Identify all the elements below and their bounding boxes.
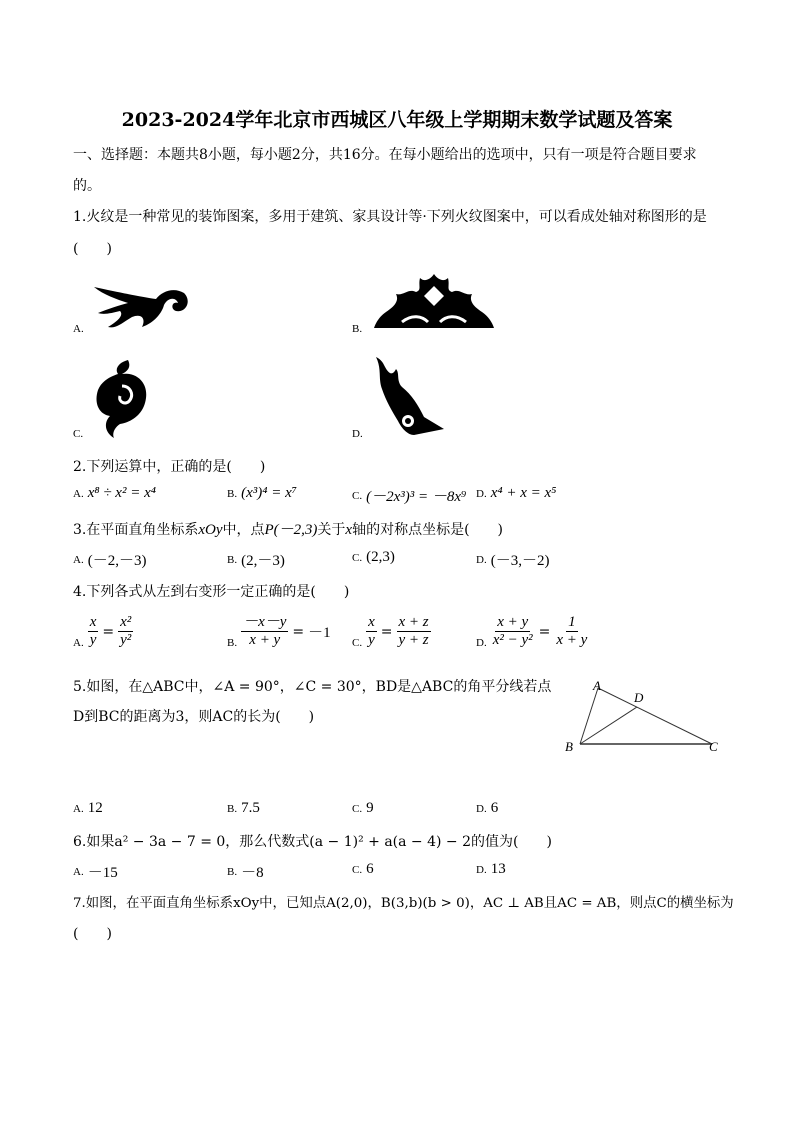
question-2-stem: 2.下列运算中，正确的是( ) [73, 459, 266, 475]
equals: = [538, 623, 551, 640]
q4-option-d [476, 614, 589, 649]
q4-option-a [73, 614, 133, 649]
fraction-left [241, 614, 288, 649]
vertex-label-b: B [565, 739, 573, 754]
stem-text: 轴的对称点坐标是( ) [352, 522, 504, 538]
triangle-abc-figure [560, 676, 730, 758]
option-expr: 9 [366, 800, 374, 816]
stem-text: 3.在平面直角坐标系 [73, 522, 199, 538]
numerator: －x－y [243, 614, 287, 630]
numerator: x [368, 614, 375, 630]
numerator: x [89, 614, 97, 630]
fire-pattern-b-image [372, 272, 496, 332]
math-text: xOy [198, 522, 223, 538]
math-text: P(－2,3) [264, 522, 318, 538]
question-7-stem: 7.如图，在平面直角坐标系xOy中，已知点A(2,0)，B(3,b)(b > 0)，AC ⊥ AB且AC = AB，则点C的横坐标为 [73, 896, 734, 911]
option-expr: 7.5 [241, 800, 260, 816]
vertex-label-a: A [593, 678, 601, 693]
vertex-label-c: C [709, 739, 718, 754]
fraction-left [88, 614, 99, 649]
option-expr: x⁴ + x = x⁵ [490, 485, 557, 501]
option-expr: (－2x³)³ = －8x⁹ [366, 489, 467, 505]
fire-pattern-d-image [372, 355, 448, 439]
fraction-right [397, 614, 431, 649]
q2-option-d [476, 485, 556, 502]
side-ab [580, 688, 598, 744]
numerator: x² [120, 614, 132, 630]
q3-option-d [476, 549, 549, 570]
option-label: C. [352, 802, 363, 815]
q6-option-a [73, 861, 118, 882]
q5-option-b [227, 800, 260, 817]
option-label: C. [352, 551, 363, 564]
equals: = [292, 623, 305, 640]
side-ac [598, 688, 712, 744]
option-expr: (－3,－2) [490, 553, 550, 569]
option-label: B. [227, 637, 238, 649]
option-expr: 12 [87, 800, 103, 816]
q1-option-c-label: C. [73, 428, 84, 440]
q2-option-b [227, 485, 297, 502]
equals: = [380, 623, 393, 640]
option-label: C. [352, 863, 363, 876]
question-6-stem: 6.如果a² − 3a − 7 = 0，那么代数式(a − 1)² + a(a − 4) − 2的值为( ) [73, 834, 552, 850]
q1-option-d-label: D. [352, 428, 363, 440]
denominator: y + z [398, 632, 429, 648]
q3-option-c [352, 549, 395, 566]
option-expr: －8 [241, 865, 264, 881]
question-4-stem: 4.下列各式从左到右变形一定正确的是( ) [73, 584, 350, 600]
option-label: D. [476, 487, 487, 500]
result: －1 [308, 625, 331, 641]
numerator: x + y [497, 614, 529, 630]
option-expr: 6 [490, 800, 499, 816]
q3-option-b [227, 549, 285, 570]
segment-bd [580, 707, 637, 744]
q6-option-b [227, 861, 264, 882]
numerator: x + z [398, 614, 429, 630]
q5-option-d [476, 800, 498, 817]
question-1-blank: ( ) [73, 241, 112, 257]
option-label: D. [476, 553, 487, 566]
option-expr: 6 [366, 861, 374, 877]
question-3-stem [73, 518, 503, 539]
q4-option-b [227, 614, 331, 649]
option-expr: (2,3) [366, 549, 395, 565]
option-label: C. [352, 489, 363, 502]
option-label: B. [227, 553, 238, 566]
fire-pattern-c-image [92, 358, 150, 438]
q1-option-b-label: B. [352, 323, 363, 335]
q4-option-c [352, 614, 431, 649]
q6-option-d [476, 861, 506, 878]
option-expr: (x³)⁴ = x⁷ [241, 485, 297, 501]
option-expr: (－2,－3) [87, 553, 147, 569]
section-instructions: 一、选择题：本题共8小题，每小题2分，共16分。在每小题给出的选项中，只有一项是符合题目要求 [73, 147, 697, 163]
denominator: y [368, 632, 375, 648]
equals: = [102, 623, 115, 640]
q2-option-a [73, 485, 156, 502]
denominator: x + y [249, 632, 281, 648]
fire-pattern-a-image [92, 283, 194, 333]
option-expr: 13 [490, 861, 506, 877]
option-label: D. [476, 863, 487, 876]
numerator: 1 [568, 614, 576, 630]
fraction-left [366, 614, 377, 649]
section-instructions-cont: 的。 [73, 178, 101, 194]
option-expr: (2,－3) [241, 553, 285, 569]
question-5-stem: 5.如图，在△ABC中，∠A = 90°，∠C = 30°，BD是△ABC的角平分线若点 [73, 679, 552, 695]
option-label: A. [73, 553, 84, 566]
option-label: A. [73, 802, 84, 815]
q2-option-c [352, 485, 466, 506]
q5-option-a [73, 800, 103, 817]
question-7-blank: ( ) [73, 926, 112, 942]
q5-option-c [352, 800, 374, 817]
option-label: D. [476, 802, 487, 815]
denominator: x² − y² [492, 632, 533, 648]
stem-text: 中，点 [222, 522, 265, 538]
q1-option-a-label: A. [73, 323, 84, 335]
option-expr: x⁸ ÷ x² = x⁴ [87, 485, 156, 501]
option-label: A. [73, 487, 84, 500]
option-label: A. [73, 865, 84, 878]
question-1-stem: 1.火纹是一种常见的装饰图案，多用于建筑、家具设计等·下列火纹图案中，可以看成处轴对称图形的是 [73, 209, 707, 225]
option-label: B. [227, 487, 238, 500]
math-text: x [345, 522, 353, 538]
option-expr: －15 [87, 865, 118, 881]
denominator: y [89, 632, 97, 648]
option-label: C. [352, 637, 363, 649]
stem-text: 关于 [317, 522, 346, 538]
vertex-label-d: D [634, 690, 644, 705]
q6-option-c [352, 861, 374, 878]
option-label: A. [73, 637, 84, 649]
denominator: x + y [556, 632, 588, 648]
fraction-left [491, 614, 535, 649]
fraction-right [118, 614, 133, 649]
page-title: 2023-2024学年北京市西城区八年级上学期期末数学试题及答案 [121, 109, 673, 131]
option-label: B. [227, 802, 238, 815]
question-5-stem-cont: D到BC的距离为3，则AC的长为( ) [73, 709, 315, 725]
option-label: B. [227, 865, 238, 878]
denominator: y² [120, 632, 132, 648]
q3-option-a [73, 549, 146, 570]
fraction-right [554, 614, 589, 649]
option-label: D. [476, 637, 487, 649]
